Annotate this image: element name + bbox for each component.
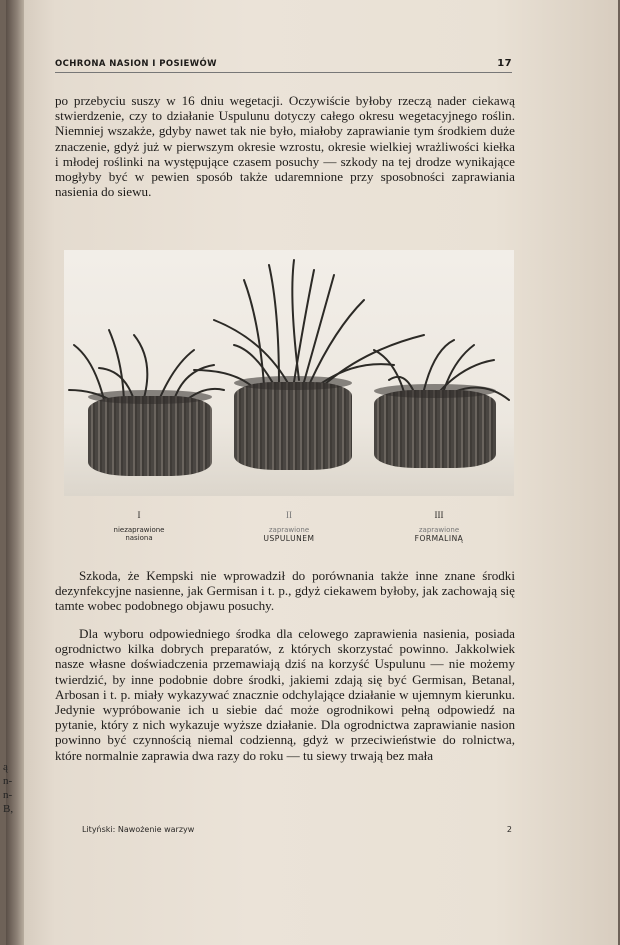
footer-book-title: Lityński: Nawożenie warzyw bbox=[82, 825, 195, 834]
previous-page-edge-text: ą n- n- B, bbox=[3, 761, 14, 815]
caption-2: II zaprawione USPULUNEM bbox=[263, 510, 315, 543]
paragraph-3: Dla wyboru odpowiedniego środka dla celowego zaprawienia nasienia, posiada ogrodnictwo kilka dobrych preparatów, z których skorzystać powinno. Jakkolwiek nasze własne doświadczenia przemawiają dziś na korzyść Uspulunu — nie możemy twierdzić, by inne podobnie dobre środki, jakiemi zdają się być Germisan, Betanal, Arbosan i t. p. miały wykazywać znacznie odchylające działanie w ujemnym kierunku. Jedynie wypróbowanie ich u siebie dać może ogrodnikowi pełną odpowiedź na pytanie, który z nich wykazuje wyższe działanie. Dla ogrodnictwa zaprawianie nasion powinno być czynnością niemal codzienną, gdyż w przeciwieństwie do rolnictwa, które normalnie zaprawia dwa razy do roku — tu siewy trwają bez mała bbox=[55, 626, 515, 763]
page-number: 17 bbox=[497, 58, 512, 69]
printer-signature: 2 bbox=[506, 825, 512, 834]
running-title: OCHRONA NASION I POSIEWÓW bbox=[55, 59, 217, 69]
paragraph-2: Szkoda, że Kempski nie wprowadził do porównania także inne znane środki dezynfekcyjne nasienne, jak Germisan i t. p., gdyż ciekawem byłoby, jak zachowają się tamte wobec podobnego objawu posuchy. bbox=[55, 568, 515, 614]
caption-3: III zaprawione FORMALINĄ bbox=[414, 510, 464, 543]
pot-untreated bbox=[88, 396, 212, 476]
plant-pots-photograph bbox=[64, 250, 514, 496]
running-header bbox=[55, 58, 512, 73]
pot-formalina bbox=[374, 390, 496, 468]
figure-captions bbox=[64, 510, 514, 543]
caption-1: I niezaprawione nasiona bbox=[113, 510, 165, 542]
page-footer bbox=[82, 825, 512, 834]
paragraph-1: po przebyciu suszy w 16 dniu wegetacji. Oczywiście byłoby rzeczą nader ciekawą stwierdzenie, czy to działanie Uspulunu dotyczy całego okresu wegetacyjnego roślin. Niemniej wszakże, gdyby nawet tak nie było, miałoby zaprawianie tym środkiem duże znaczenie, gdyż już w pierwszym okresie wzrostu, okresie wielkiej wrażliwości kiełka i młodej roślinki na występujące czasem posuchy — szkody na tej drodze wynikające mogłyby być w pewien sposób także udaremnione przy sposobności zaprawiania nasienia do siewu. bbox=[55, 93, 515, 200]
pot-uspulun bbox=[234, 382, 352, 470]
